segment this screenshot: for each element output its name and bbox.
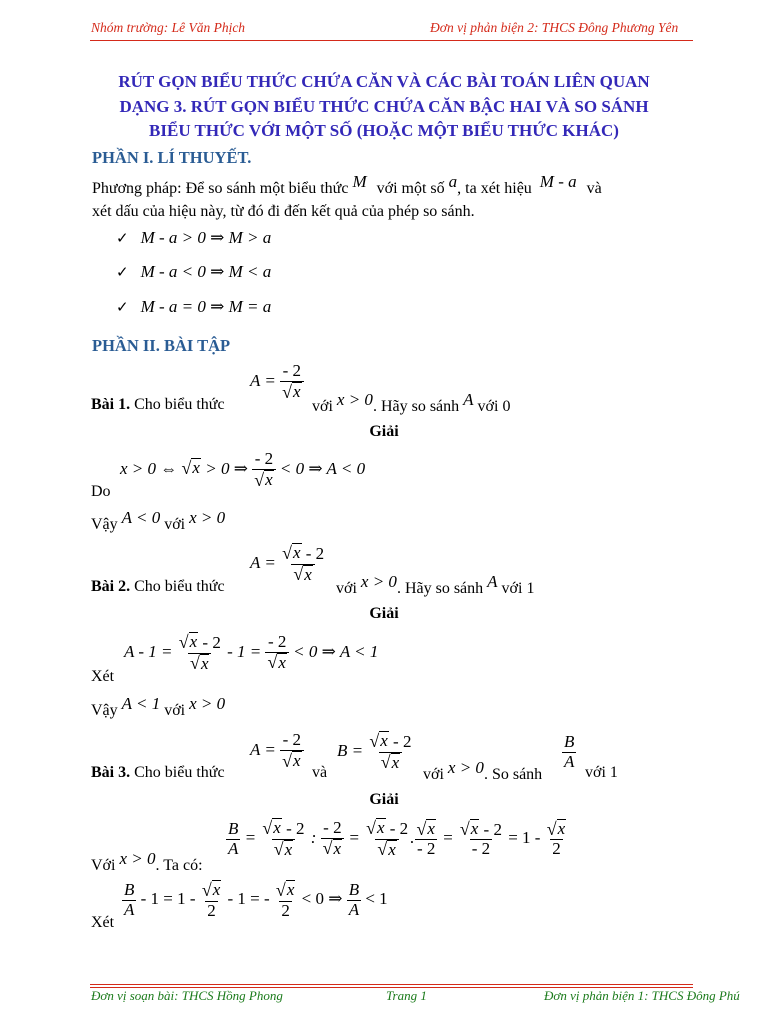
rule-item-2 <box>116 262 271 282</box>
rule-3-text: M - a = 0 ⇒ M = a <box>140 297 272 316</box>
bai3-condition <box>423 758 543 783</box>
header-left: Nhóm trường: Lê Văn Phịch <box>91 20 246 35</box>
one-minus: = 1 - <box>508 827 541 847</box>
frac-tail: - 2 <box>483 819 502 839</box>
bai3-ratio-A: A <box>564 751 575 771</box>
final-c: < 0 ⇒ <box>301 889 343 909</box>
bai3-label: Bài 3. <box>91 764 131 781</box>
footer-rule-1 <box>90 984 693 985</box>
bai1-statement <box>91 396 225 414</box>
bai3-statement <box>91 764 225 782</box>
bai1-step <box>120 450 365 490</box>
final-B2: B <box>348 879 360 899</box>
frac-two: 2 <box>552 839 561 859</box>
bai3-va: và <box>312 764 328 781</box>
method-line2: xét dấu của hiệu này, từ đó đi đến kết quả của phép so sánh. <box>92 203 475 220</box>
bai3-B-fraction: √ x - 2 √ x <box>369 730 412 773</box>
bai3-solution-heading: Giải <box>369 791 399 808</box>
check-icon: ✓ <box>116 265 129 281</box>
step-B: B <box>228 818 239 838</box>
rule-1-text: M - a > 0 ⇒ M > a <box>140 228 272 247</box>
bai3-expression-B <box>337 731 413 773</box>
bai2-step-fraction-1: √ x - 2 √ x <box>178 631 221 674</box>
final-a: - 1 = 1 - <box>140 889 196 909</box>
bai1-voi: với <box>312 398 333 415</box>
bai1-conclusion <box>91 508 226 533</box>
bai2-solution-heading: Giải <box>369 605 399 622</box>
colon-sign: : <box>310 827 317 847</box>
bai3-final-step: $\frac{B}{A}$ - 1 = 1 - √ x 2 - 1 = - √ x 2 < 0 ⇒ $\frac{B}{A}$ < 1 <box>124 879 388 920</box>
final-A: A <box>124 899 135 919</box>
footer-left: Đơn vị soạn bài: THCS Hồng Phong <box>91 988 283 1003</box>
final-B: B <box>124 879 135 899</box>
bai1-A-eq: A = <box>250 371 276 391</box>
bai2-step <box>124 632 378 674</box>
bai1-expression <box>250 362 304 402</box>
final-b: - 1 = - <box>227 889 270 909</box>
bai1-do: Do <box>91 483 111 500</box>
bai3-B-eq: B = <box>337 740 364 760</box>
bai2-vay-voi: với <box>164 702 186 719</box>
method-text-d: và <box>586 180 602 197</box>
bai1-text3: với 0 <box>477 398 511 415</box>
method-text-a: Phương pháp: Để so sánh một biểu thức <box>92 180 349 197</box>
bai2-text3: với 1 <box>501 580 535 597</box>
bai1-sqrt-x: x <box>292 381 301 401</box>
bai3-step: $\frac{B}{A}$ = √ x - 2 √ x : - 2 √ x = √ x - 2 √ x . √ x - 2 = √ x - 2 - 2 = 1 - √ x 2 <box>228 817 566 860</box>
bai3-B-tail: - 2 <box>393 731 412 751</box>
rule-2-text: M - a < 0 ⇒ M < a <box>140 262 272 281</box>
bai2-step-fraction-2: - 2 √ x <box>265 633 288 673</box>
bai1-label: Bài 1. <box>91 396 131 413</box>
bai2-num2: - 2 <box>267 631 287 651</box>
frac-tail: - 2 <box>286 818 305 838</box>
final-A2: A <box>348 899 360 919</box>
bai1-step-a: x > 0 ⇔ <box>120 459 178 479</box>
bai2-vay-a: A < 1 <box>121 694 161 713</box>
eq-sign: = <box>348 827 360 847</box>
frac-minus2: - 2 <box>416 839 436 859</box>
bai2-vay-cond: x > 0 <box>189 694 226 713</box>
bai1-vay-cond: x > 0 <box>189 508 226 527</box>
symbol-M: M <box>352 172 367 191</box>
bai2-lhs: A - 1 = <box>124 641 173 661</box>
frac-minus2: - 2 <box>471 839 491 859</box>
bai3-cond: x > 0 <box>447 758 484 777</box>
final-d: < 1 <box>365 889 388 909</box>
bai1-numerator: - 2 <box>282 361 301 380</box>
eq-sign: = <box>244 827 257 847</box>
bai1-step-c: < 0 ⇒ A < 0 <box>279 459 366 479</box>
eq-sign: = <box>442 827 454 847</box>
bai1-step-b: > 0 ⇒ <box>205 459 248 479</box>
bai3-text1: Cho biểu thức <box>134 764 225 781</box>
final-two: 2 <box>207 900 216 920</box>
footer-right: Đơn vị phản biện 1: THCS Đông Phú <box>544 988 740 1003</box>
bai1-text1: Cho biểu thức <box>134 396 225 413</box>
bai2-statement <box>91 578 225 596</box>
bai3-text2: . So sánh <box>483 766 543 783</box>
method-text-c: , ta xét hiệu <box>457 180 532 197</box>
bai3-given <box>91 849 203 874</box>
bai1-vay-voi: với <box>164 516 186 533</box>
bai2-condition <box>336 572 535 597</box>
check-icon: ✓ <box>116 231 129 247</box>
bai3-ratio-BA <box>562 733 576 771</box>
header-right: Đơn vị phản biện 2: THCS Đông Phương Yên <box>430 20 679 35</box>
bai2-mid: - 1 = <box>227 641 262 661</box>
header-rule <box>90 40 693 41</box>
bai2-A-eq: A = <box>250 552 276 572</box>
bai1-condition <box>312 390 511 415</box>
sqrt-x: √ x <box>181 458 200 479</box>
bai1-solution-heading: Giải <box>369 423 399 440</box>
bai1-sym-A: A <box>463 390 474 409</box>
bai2-xet: Xét <box>91 668 115 685</box>
symbol-a: a <box>448 172 458 191</box>
bai2-rhs: < 0 ⇒ A < 1 <box>293 641 379 661</box>
bai3-A-eq: A = <box>250 740 276 760</box>
bai2-fraction: √ x - 2 √ x <box>282 542 325 585</box>
bai2-expression <box>250 543 326 585</box>
bai3-voi2: Với <box>91 857 116 874</box>
section2-heading: PHẦN II. BÀI TẬP <box>92 336 231 355</box>
bai3-taco: . Ta có: <box>155 857 203 874</box>
bai1-text2: . Hãy so sánh <box>372 398 460 415</box>
bai2-step-tail: - 2 <box>202 632 221 652</box>
step-A: A <box>228 838 239 858</box>
bai2-vay: Vậy <box>91 702 118 719</box>
bai1-cond: x > 0 <box>336 390 373 409</box>
bai2-sym-A: A <box>487 572 498 591</box>
bai2-cond: x > 0 <box>360 572 397 591</box>
bai2-conclusion <box>91 694 226 719</box>
rule-item-3 <box>116 297 271 317</box>
bai3-ratio-B: B <box>564 732 575 751</box>
bai3-xet: Xét <box>91 914 115 931</box>
bai1-step-fraction: - 2 √ x <box>252 450 275 490</box>
final-two: 2 <box>281 900 290 920</box>
method-paragraph <box>92 172 602 198</box>
bai3-A-num: - 2 <box>282 730 301 749</box>
bai2-label: Bài 2. <box>91 578 131 595</box>
method-text-b: với một số <box>376 180 445 197</box>
bai1-step-num: - 2 <box>254 449 274 468</box>
bai2-text1: Cho biểu thức <box>134 578 225 595</box>
footer-center: Trang 1 <box>386 988 427 1003</box>
bai3-voi: với <box>423 766 444 783</box>
frac-num: - 2 <box>323 817 342 837</box>
dot-sign: . <box>410 827 415 847</box>
title-line-3: BIỂU THỨC VỚI MỘT SỐ (HOẶC MỘT BIỂU THỨC KHÁC) <box>149 121 619 140</box>
bai1-vay-a: A < 0 <box>121 508 161 527</box>
bai1-vay: Vậy <box>91 516 118 533</box>
symbol-diff: M - a <box>539 172 577 191</box>
bai3-A-fraction: - 2 √ x <box>280 731 303 771</box>
bai2-text2: . Hãy so sánh <box>396 580 484 597</box>
rule-item-1 <box>116 228 271 248</box>
title-line-1: RÚT GỌN BIỂU THỨC CHỨA CĂN VÀ CÁC BÀI TOÁN LIÊN QUAN <box>118 72 650 91</box>
check-icon: ✓ <box>116 300 129 316</box>
bai3-cond2: x > 0 <box>119 849 156 868</box>
section1-heading: PHẦN I. LÍ THUYẾT. <box>92 148 252 167</box>
bai2-voi: với <box>336 580 357 597</box>
frac-tail: - 2 <box>389 818 409 838</box>
bai3-text3: với 1 <box>585 764 618 781</box>
bai1-fraction: - 2 √ x <box>280 362 303 402</box>
title-line-2: DẠNG 3. RÚT GỌN BIỂU THỨC CHỨA CĂN BẬC HAI VÀ SO SÁNH <box>119 97 649 116</box>
bai2-num-tail: - 2 <box>305 543 325 563</box>
bai3-expression-A <box>250 731 304 771</box>
